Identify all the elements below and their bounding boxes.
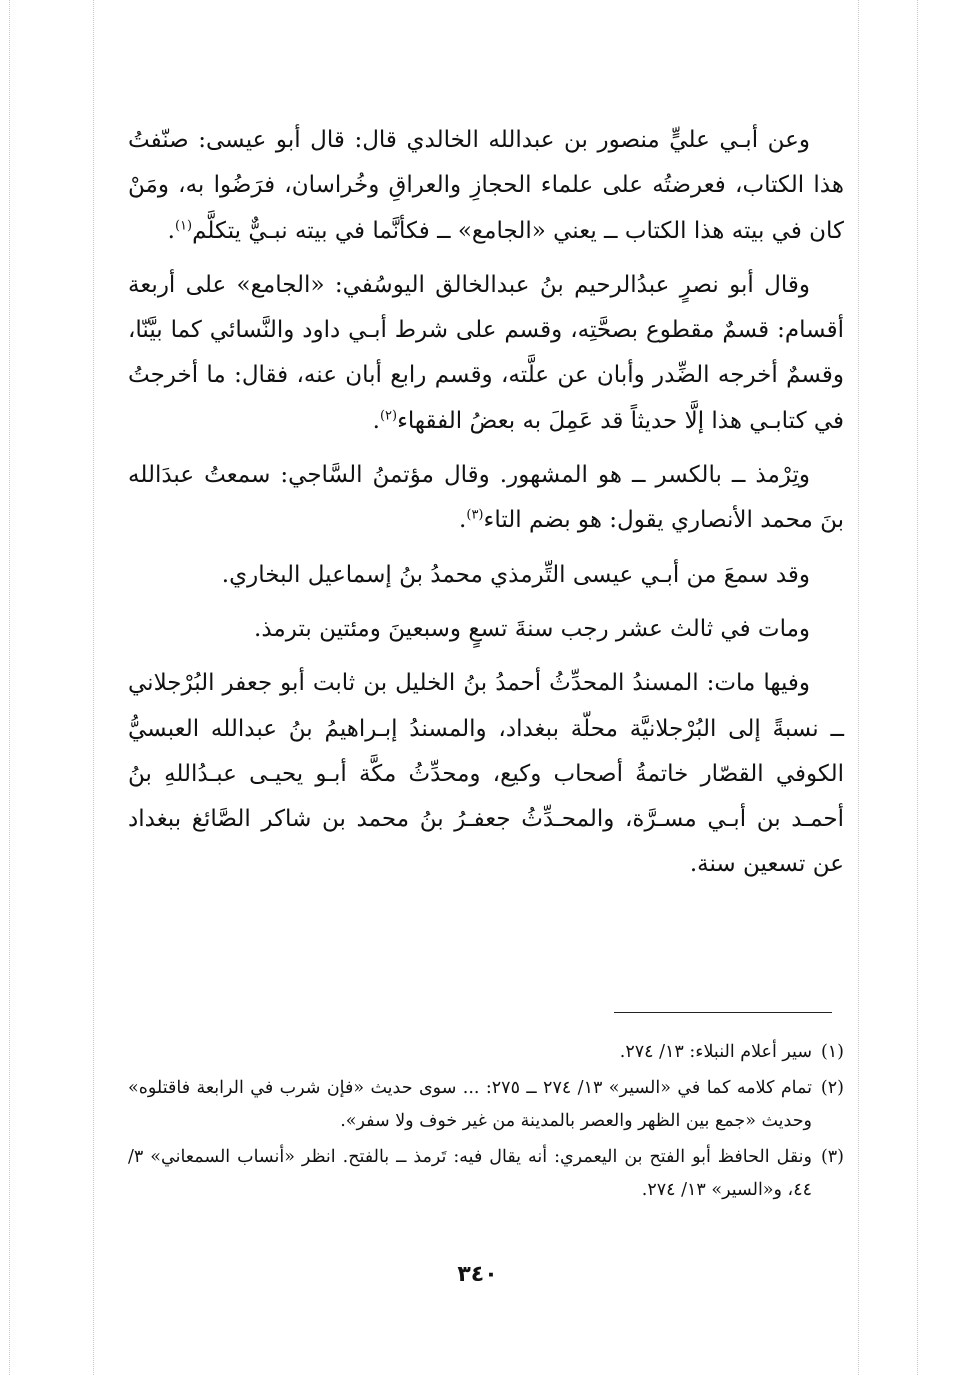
main-text (128, 118, 844, 888)
footnotes (128, 1036, 844, 1208)
footnote-number: (٣) (820, 1146, 844, 1167)
scan-edge-line (858, 0, 859, 1375)
page-number: ٣٤٠ (457, 1262, 498, 1287)
paragraph: وقال أبو نصرٍ عبدُالرحيم بنُ عبدالخالق اليوسُفي: «الجامع» على أربعة أقسام: قسمٌ مقطوع بصحَّتِه، وقسم على شرط أبـي داود والنَّسائي كما بيَّنّا، وقسمٌ أخرجه الضِّدر وأبان عن علَّته، وقسم رابع أبان عنه، فقال: ما أخرجتُ في كتابـي هذا إلَّا حديثاً قد عَمِلَ به بعضُ الفقهاء$^{(٢)}$. (128, 271, 844, 434)
footnote-ref: (٢) (379, 408, 398, 424)
footnote-ref: (١) (174, 217, 193, 233)
footnote-text: ونقل الحافظ أبو الفتح بن اليعمري: أنه يقال فيه: تَرمذ ــ بالفتح. انظر «أنساب السمعاني» ٣/ ٤٤، و«السير» ١٣/ ٢٧٤. (128, 1146, 812, 1201)
scan-edge-line (9, 0, 10, 1375)
footnote (128, 1141, 844, 1208)
paragraph: وفيها مات: المسندُ المحدِّثُ أحمدُ بنُ الخليل بن ثابت أبو جعفر البُرْجلاني ــ نسبةً إلى البُرْجلانيَّة محلّة ببغداد، والمسندُ إبـراهيمُ بنُ عبدالله العبسيُّ الكوفي القصّار خاتمةُ أصحاب وكيع، ومحدِّثُ مكَّة أبـو يحيـى عبـدُاللهِ بنُ أحمـد بن أبـي مسـرَّة، والمحـدِّثُ جعفـرُ بنُ محمد بن شاكر الصَّائغ ببغداد عن تسعين سنة. (128, 670, 844, 878)
paragraph: وعن أبـي عليٍّ منصور بن عبدالله الخالدي قال: قال أبو عيسى: صنّفتُ هذا الكتاب، فعرضتُه على علماء الحجازِ والعراقِ وخُراسان، فرَضُوا به، ومَنْ كان في بيته هذا الكتاب ــ يعني «الجامع» ــ فكأنَّما في بيته نبـيٌّ يتكلَّم$^{(١)}$. (128, 127, 844, 244)
footnote-number: (١) (820, 1042, 844, 1062)
paragraph: وتِرْمذ ــ بالكسر ــ هو المشهور. وقال مؤتمنُ السَّاجي: سمعتُ عبدَالله بنَ محمد الأنصاري يقول: هو بضم التاء$^{(٣)}$. (128, 462, 844, 534)
footnote-ref: (٣) (466, 507, 484, 523)
footnote-text: سير أعلام النبلاء: ١٣/ ٢٧٤. (619, 1042, 812, 1062)
paragraph: ومات في ثالث عشر رجب سنةَ تسعٍ وسبعينَ ومئتين بترمذ. (254, 615, 810, 642)
footnote-number: (٢) (820, 1077, 844, 1098)
scan-edge-line (93, 0, 94, 1375)
paragraph: وقد سمعَ من أبـي عيسى التِّرمذي محمدُ بنُ إسماعيل البخاري. (221, 561, 810, 588)
scan-edge-line (917, 0, 918, 1375)
footnote (128, 1072, 844, 1139)
footnote-divider (614, 1012, 832, 1013)
footnote-text: تمام كلامه كما في «السير» ١٣/ ٢٧٤ ــ ٢٧٥: ... سوى حديث «فإن شرب في الرابعة فاقتلوه» وحديث «جمع بين الظهر والعصر بالمدينة من غير خوف ولا سفر». (128, 1077, 812, 1132)
footnote (128, 1036, 844, 1070)
